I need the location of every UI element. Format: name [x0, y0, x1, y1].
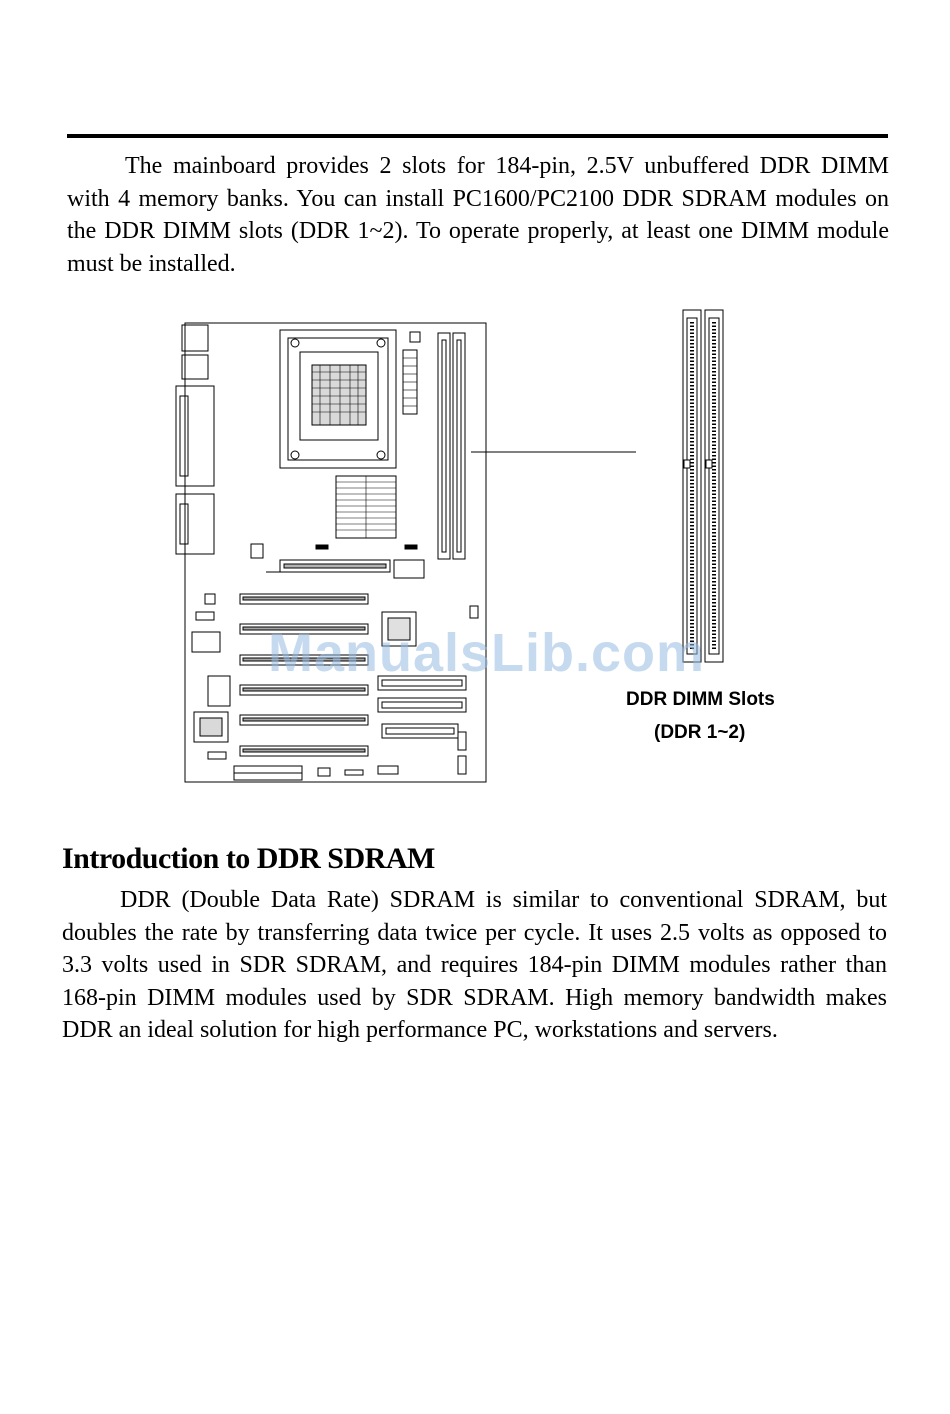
section-heading: Introduction to DDR SDRAM — [62, 842, 435, 875]
dimm-slot-large-2 — [705, 310, 723, 662]
board-dimm-slot-2 — [453, 333, 465, 559]
board-dimm-slot-1 — [438, 333, 450, 559]
intro-paragraph-text: The mainboard provides 2 slots for 184-pin, 2.5V unbuffered DDR DIMM with 4 memory banks. You can install PC1600/PC2100 DDR SDRAM modules on the DDR DIMM slots (DDR 1~2). To operate properly, at least one DIMM module must be installed. — [67, 153, 889, 277]
figure-caption-line2: (DDR 1~2) — [654, 722, 746, 743]
watermark: ManualsLib.com — [268, 623, 706, 683]
dimm-slot-large-1 — [683, 310, 701, 662]
parallel-port — [176, 386, 214, 486]
fdd-connector — [382, 724, 458, 738]
serial-port — [176, 494, 214, 554]
ps2-connector — [182, 325, 208, 351]
section-body-text: DDR (Double Data Rate) SDRAM is similar to conventional SDRAM, but doubles the rate by transferring data twice per cycle. It uses 2.5 volts as opposed to 3.3 volts used in SDR SDRAM, and requires 184-pin DIMM modules rather than 168-pin DIMM modules used by SDR SDRAM. High memory bandwidth makes DDR an ideal solution for high performance PC, workstations and servers. — [62, 887, 887, 1043]
pci-slots — [240, 594, 368, 756]
section-body — [62, 884, 887, 1047]
ide-connector-1 — [378, 676, 466, 690]
ide-connector-2 — [378, 698, 466, 712]
figure-caption-line1: DDR DIMM Slots — [626, 689, 775, 710]
usb-connector — [182, 355, 208, 379]
